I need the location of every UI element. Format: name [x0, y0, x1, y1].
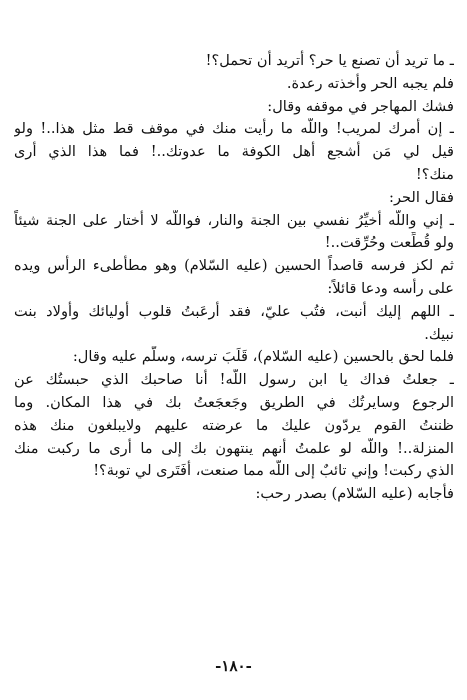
text-line: قيل لي مَن أشجع أهل الكوفة ما عدوتك..! فما هذا الذي أرى — [14, 143, 454, 161]
text-line: ظننتُ القوم يردّون عليك ما عرضته عليهم ولايبلغون منك هذه — [14, 416, 454, 434]
text-line: الرجوع وسايرتُك في الطريق وجَعجَعتُ بك في هذا المكان. وما — [14, 393, 454, 411]
text-line: فشك المهاجر في موقفه وقال: — [267, 97, 454, 115]
text-line: على رأسه ودعا قائلاً: — [327, 279, 454, 297]
text-line: ـ ما تريد أن تصنع يا حر؟ أتريد أن تحمل؟! — [205, 52, 454, 69]
text-line: فقال الحر: — [389, 188, 454, 206]
text-line: فلم يجبه الحر وأخذته رعدة. — [286, 74, 454, 92]
text-line: منك؟! — [415, 165, 454, 183]
text-line: ـ جعلتُ فداك يا ابن رسول اللّه! أنا صاحبك الذي حبستُك عن — [14, 371, 454, 389]
text-line: نبيك. — [424, 325, 454, 343]
text-line: ولو قُطِّعت وحُرِّقت..! — [324, 234, 454, 252]
page-body — [14, 50, 454, 506]
text-line: فلما لحق بالحسين (عليه السّلام)، قَلَبَ ترسه، وسلَّم عليه وقال: — [72, 348, 454, 366]
text-line: فأجابه (عليه السّلام) بصدر رحب: — [255, 485, 454, 503]
page-number: -١٨٠- — [215, 657, 252, 675]
text-line: ـ اللهم إليك أنبت، فتُب عليّ، فقد أرعَبتُ قلوب أوليائك وأولاد بنت — [14, 302, 454, 320]
text-line: ـ إني واللّه أخيِّرُ نفسي بين الجنة والنار، فواللّه لا أختار على الجنة شيئاً — [14, 211, 454, 229]
text-line: المنزلة..! واللّه لو علمتُ أنهم ينتهون بك إلى ما أرى ما ركبت منك — [14, 439, 454, 457]
text-line: ـ إن أمرك لمريب! واللّه ما رأيت منك في موقف قط مثل هذا..! ولو — [14, 120, 454, 138]
text-line: الذي ركبت! وإني تائبٌ إلى اللّه مما صنعت، أفَتَرى لي توبة؟! — [93, 462, 454, 480]
text-line: ثم لكز فرسه قاصداً الحسين (عليه السّلام) وهو مطأطىء الرأس ويده — [14, 257, 454, 275]
